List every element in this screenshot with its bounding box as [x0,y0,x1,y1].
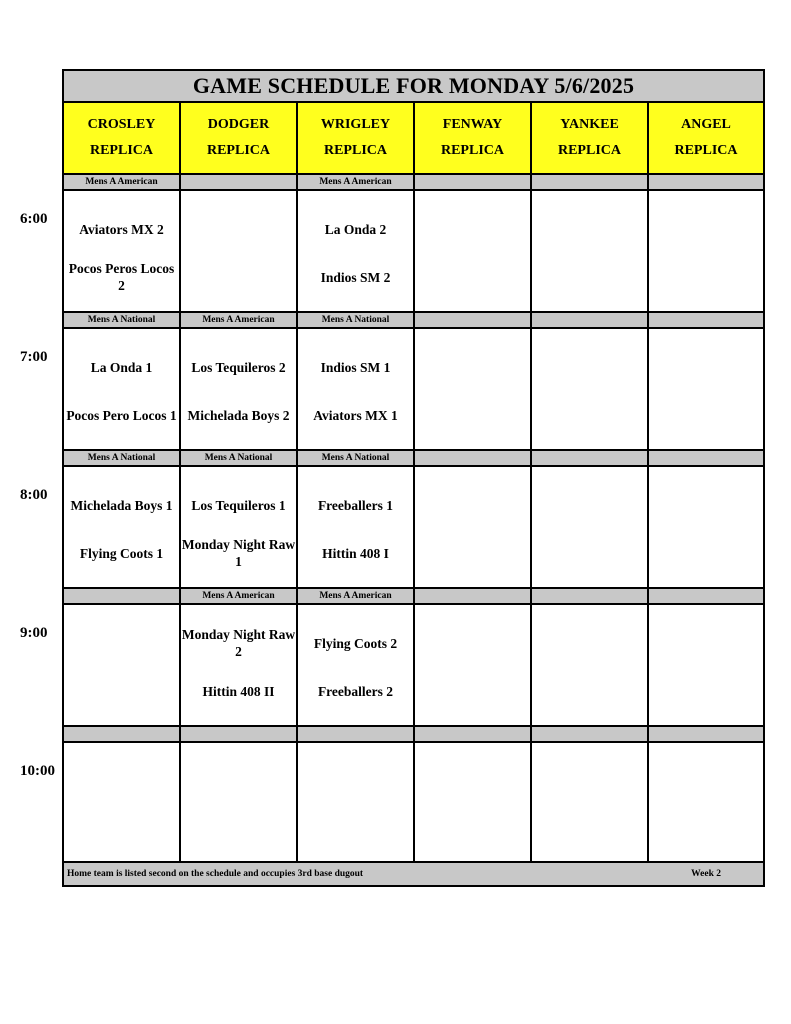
game-row [64,605,763,725]
division-label: Mens A American [181,589,298,603]
field-header-dodger [181,103,298,173]
game-cell [415,467,532,587]
home-team: Aviators MX 1 [313,407,398,423]
game-cell [415,329,532,449]
game-cell [532,191,649,311]
division-label: Mens A American [298,589,415,603]
game-cell [298,467,415,587]
game-cell [649,467,763,587]
field-name: WRIGLEY [320,117,391,132]
away-team: La Onda 1 [90,359,153,375]
game-row [64,467,763,587]
game-cell [532,605,649,725]
game-cell [415,191,532,311]
game-cell [64,605,181,725]
division-label: Mens A American [298,175,415,189]
game-cell [181,191,298,311]
division-label: Mens A National [181,451,298,465]
time-label: 7:00 [20,349,48,365]
division-label [649,313,763,327]
division-label [64,589,181,603]
away-team: Los Tequileros 2 [191,359,286,375]
division-label [64,727,181,741]
division-label [532,451,649,465]
game-cell [298,605,415,725]
division-label [298,727,415,741]
division-label [181,175,298,189]
field-name: CROSLEY [87,117,156,132]
division-label [415,589,532,603]
division-label: Mens A National [298,451,415,465]
home-team: Monday Night Raw 1 [181,537,296,569]
away-team: La Onda 2 [324,221,387,237]
division-label [415,451,532,465]
away-team: Freeballers 1 [317,497,394,513]
footer-note: Home team is listed second on the schedule and occupies 3rd base dugout [67,869,364,879]
division-label [649,727,763,741]
away-team: Los Tequileros 1 [191,497,286,513]
field-name: FENWAY [442,117,503,132]
division-label [532,589,649,603]
game-row [64,191,763,311]
field-subtitle: REPLICA [557,143,621,158]
game-cell [649,329,763,449]
game-cell [532,743,649,863]
game-cell [298,191,415,311]
division-label [649,175,763,189]
game-cell [64,743,181,863]
game-cell [64,329,181,449]
away-team: Flying Coots 2 [313,635,398,651]
home-team: Freeballers 2 [317,683,394,699]
game-cell [649,743,763,863]
time-label: 9:00 [20,625,48,641]
game-cell [181,329,298,449]
away-team: Indios SM 1 [320,359,391,375]
field-subtitle: REPLICA [440,143,504,158]
division-label: Mens A National [298,313,415,327]
division-band [64,449,763,467]
field-header-crosley [64,103,181,173]
game-cell [298,743,415,863]
schedule-grid [64,103,763,883]
game-cell [415,605,532,725]
game-cell [64,191,181,311]
away-team: Michelada Boys 1 [70,497,173,513]
page-title: GAME SCHEDULE FOR MONDAY 5/6/2025 [64,71,763,103]
division-label [532,313,649,327]
field-name: ANGEL [681,117,731,132]
home-team: Indios SM 2 [320,269,391,285]
game-row [64,329,763,449]
game-cell [649,605,763,725]
field-subtitle: REPLICA [89,143,153,158]
division-label [415,727,532,741]
division-label [181,727,298,741]
time-label: 10:00 [20,763,55,779]
time-label: 6:00 [20,211,48,227]
division-label: Mens A National [64,451,181,465]
division-label: Mens A American [64,175,181,189]
game-cell [181,743,298,863]
division-label [532,175,649,189]
home-team: Hittin 408 I [322,545,389,561]
game-cell [532,329,649,449]
away-team: Monday Night Raw 2 [181,627,296,659]
field-header-yankee [532,103,649,173]
division-band [64,725,763,743]
division-band [64,173,763,191]
home-team: Pocos Peros Locos 2 [68,261,175,293]
week-label: Week 2 [691,869,721,879]
field-name: YANKEE [560,117,619,132]
division-label: Mens A National [64,313,181,327]
schedule-sheet [62,69,765,887]
field-name: DODGER [207,117,270,132]
time-label: 8:00 [20,487,48,503]
game-row [64,743,763,863]
game-cell [181,605,298,725]
division-band [64,587,763,605]
home-team: Michelada Boys 2 [187,407,290,423]
division-label: Mens A American [181,313,298,327]
division-label [649,589,763,603]
division-label [532,727,649,741]
game-cell [532,467,649,587]
field-subtitle: REPLICA [206,143,270,158]
home-team: Flying Coots 1 [79,545,164,561]
game-cell [181,467,298,587]
game-cell [64,467,181,587]
home-team: Pocos Pero Locos 1 [66,407,177,423]
division-label [415,313,532,327]
field-subtitle: REPLICA [674,143,738,158]
game-cell [415,743,532,863]
division-label [649,451,763,465]
home-team: Hittin 408 II [202,683,275,699]
field-header-wrigley [298,103,415,173]
away-team: Aviators MX 2 [79,221,164,237]
field-header-angel [649,103,763,173]
division-band [64,311,763,329]
division-label [415,175,532,189]
field-subtitle: REPLICA [323,143,387,158]
schedule-footer [64,861,763,885]
game-cell [298,329,415,449]
field-header-fenway [415,103,532,173]
game-cell [649,191,763,311]
